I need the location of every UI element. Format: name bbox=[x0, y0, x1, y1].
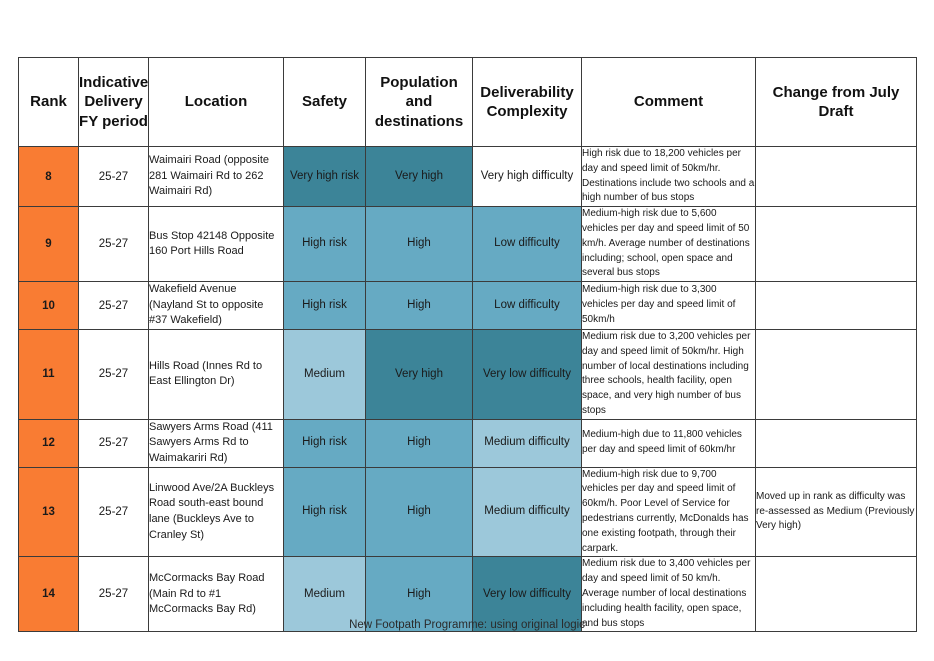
cell-population-and-destinations: Very high bbox=[366, 330, 473, 420]
cell-rank: 13 bbox=[19, 467, 79, 557]
cell-comment: Medium-high risk due to 9,700 vehicles per day and speed limit of 60km/h. Poor Level of Service for pedestrians currently, McDonalds has one existing footpath, through their carpark. bbox=[582, 467, 756, 557]
cell-location: Bus Stop 42148 Opposite 160 Port Hills Road bbox=[149, 207, 284, 282]
cell-rank: 14 bbox=[19, 557, 79, 632]
cell-indicative-delivery-fy-period: 25-27 bbox=[79, 147, 149, 207]
cell-safety: High risk bbox=[284, 467, 366, 557]
cell-population-and-destinations: High bbox=[366, 467, 473, 557]
cell-location: Hills Road (Innes Rd to East Ellington Dr) bbox=[149, 330, 284, 420]
cell-location: McCormacks Bay Road (Main Rd to #1 McCormacks Bay Rd) bbox=[149, 557, 284, 632]
cell-deliverability-complexity: Very low difficulty bbox=[473, 557, 582, 632]
cell-comment: Medium risk due to 3,200 vehicles per day and speed limit of 50km/hr. High number of local destinations including three schools, health facility, open space, and very high number of bus stops bbox=[582, 330, 756, 420]
cell-deliverability-complexity: Medium difficulty bbox=[473, 419, 582, 467]
cell-safety: Medium bbox=[284, 330, 366, 420]
cell-change-from-july-draft: Moved up in rank as difficulty was re-assessed as Medium (Previously Very high) bbox=[756, 467, 917, 557]
cell-deliverability-complexity: Low difficulty bbox=[473, 207, 582, 282]
cell-rank: 12 bbox=[19, 419, 79, 467]
cell-location: Linwood Ave/2A Buckleys Road south-east bound lane (Buckleys Ave to Cranley St) bbox=[149, 467, 284, 557]
cell-deliverability-complexity: Very low difficulty bbox=[473, 330, 582, 420]
cell-rank: 9 bbox=[19, 207, 79, 282]
cell-safety: Medium bbox=[284, 557, 366, 632]
column-header-deliverability-complexity: Deliverability Complexity bbox=[473, 58, 582, 147]
column-header-safety: Safety bbox=[284, 58, 366, 147]
table-row bbox=[19, 207, 917, 282]
cell-population-and-destinations: High bbox=[366, 419, 473, 467]
cell-change-from-july-draft bbox=[756, 207, 917, 282]
figure-caption: New Footpath Programme: using original logic bbox=[349, 619, 585, 631]
cell-deliverability-complexity: Medium difficulty bbox=[473, 467, 582, 557]
cell-deliverability-complexity: Very high difficulty bbox=[473, 147, 582, 207]
cell-population-and-destinations: Very high bbox=[366, 147, 473, 207]
cell-comment: High risk due to 18,200 vehicles per day and speed limit of 50km/hr. Destinations include two schools and a high number of bus stops bbox=[582, 147, 756, 207]
cell-population-and-destinations: High bbox=[366, 557, 473, 632]
column-header-population-and-destinations: Population and destinations bbox=[366, 58, 473, 147]
table-header-row bbox=[19, 58, 917, 147]
table-row bbox=[19, 419, 917, 467]
cell-indicative-delivery-fy-period: 25-27 bbox=[79, 467, 149, 557]
cell-rank: 10 bbox=[19, 282, 79, 330]
table-row bbox=[19, 330, 917, 420]
cell-indicative-delivery-fy-period: 25-27 bbox=[79, 330, 149, 420]
cell-safety: High risk bbox=[284, 419, 366, 467]
cell-comment: Medium-high risk due to 3,300 vehicles per day and speed limit of 50km/h bbox=[582, 282, 756, 330]
cell-comment: Medium risk due to 3,400 vehicles per day and speed limit of 50 km/h. Average number of local destinations including health facility, open space, and bus stops bbox=[582, 557, 756, 632]
cell-location: Waimairi Road (opposite 281 Waimairi Rd to 262 Waimairi Rd) bbox=[149, 147, 284, 207]
column-header-change-from-july-draft: Change from July Draft bbox=[756, 58, 917, 147]
cell-safety: High risk bbox=[284, 282, 366, 330]
cell-population-and-destinations: High bbox=[366, 282, 473, 330]
column-header-location: Location bbox=[149, 58, 284, 147]
table-row bbox=[19, 467, 917, 557]
cell-safety: High risk bbox=[284, 207, 366, 282]
table-row bbox=[19, 282, 917, 330]
cell-change-from-july-draft bbox=[756, 282, 917, 330]
table-row bbox=[19, 147, 917, 207]
cell-change-from-july-draft bbox=[756, 147, 917, 207]
footpath-prioritisation-table bbox=[18, 57, 917, 632]
cell-indicative-delivery-fy-period: 25-27 bbox=[79, 207, 149, 282]
cell-location: Wakefield Avenue (Nayland St to opposite #37 Wakefield) bbox=[149, 282, 284, 330]
cell-comment: Medium-high due to 11,800 vehicles per day and speed limit of 60km/hr bbox=[582, 419, 756, 467]
column-header-comment: Comment bbox=[582, 58, 756, 147]
column-header-rank: Rank bbox=[19, 58, 79, 147]
table-body bbox=[19, 147, 917, 632]
cell-rank: 8 bbox=[19, 147, 79, 207]
cell-population-and-destinations: High bbox=[366, 207, 473, 282]
cell-comment: Medium-high risk due to 5,600 vehicles per day and speed limit of 50 km/h. Average number of destinations including; school, open space and several bus stops bbox=[582, 207, 756, 282]
cell-location: Sawyers Arms Road (411 Sawyers Arms Rd to Waimakariri Rd) bbox=[149, 419, 284, 467]
cell-deliverability-complexity: Low difficulty bbox=[473, 282, 582, 330]
column-header-indicative-delivery-fy-period: Indicative Delivery FY period bbox=[79, 58, 149, 147]
cell-indicative-delivery-fy-period: 25-27 bbox=[79, 557, 149, 632]
cell-change-from-july-draft bbox=[756, 330, 917, 420]
cell-change-from-july-draft bbox=[756, 419, 917, 467]
cell-safety: Very high risk bbox=[284, 147, 366, 207]
cell-indicative-delivery-fy-period: 25-27 bbox=[79, 282, 149, 330]
cell-rank: 11 bbox=[19, 330, 79, 420]
cell-indicative-delivery-fy-period: 25-27 bbox=[79, 419, 149, 467]
table-header bbox=[19, 58, 917, 147]
